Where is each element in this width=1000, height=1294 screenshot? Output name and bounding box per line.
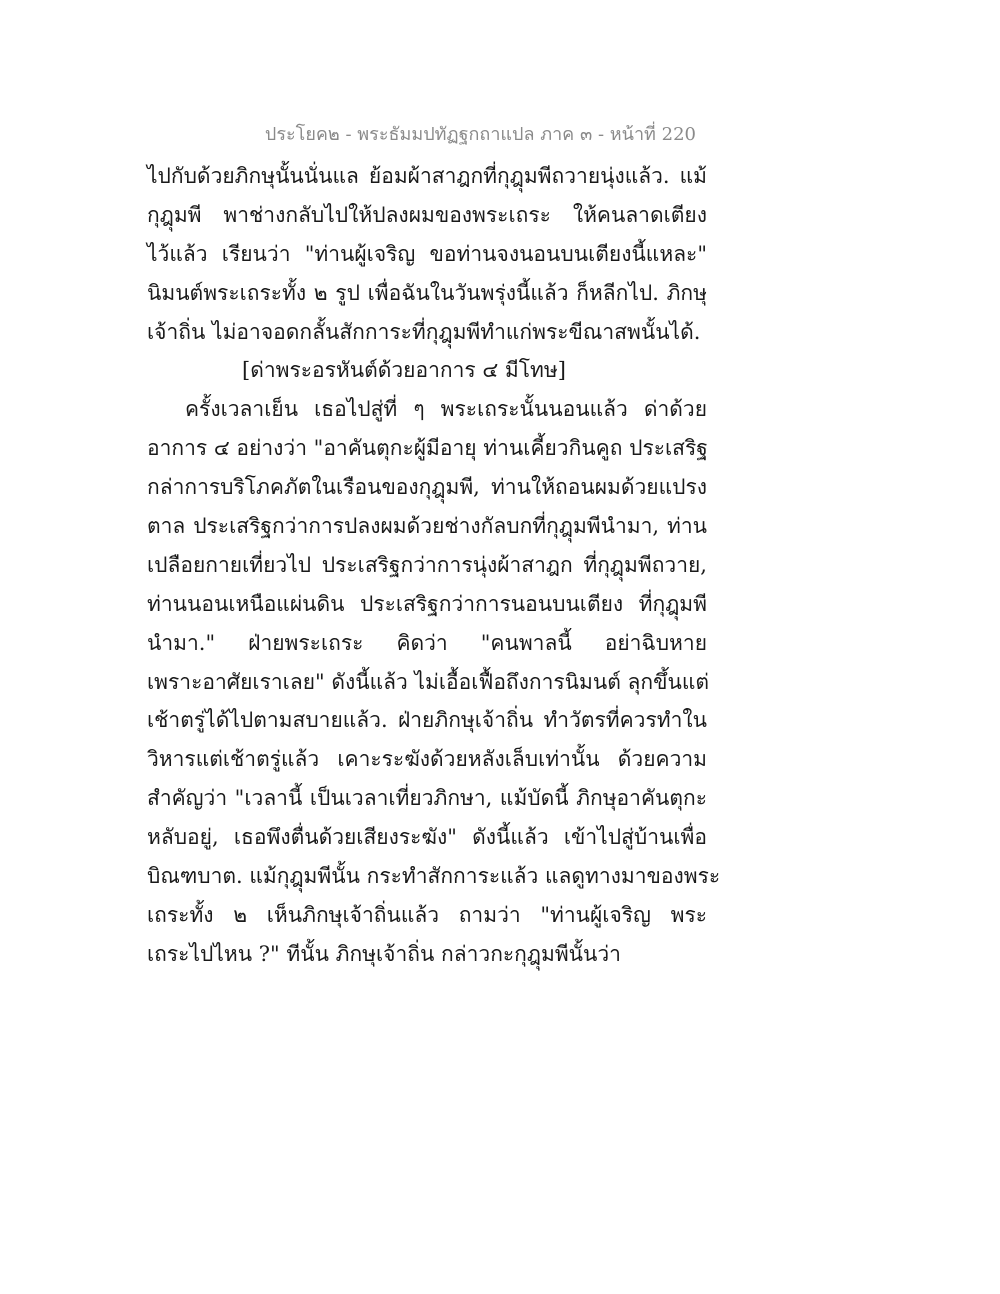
text-line: นำมา." ฝ่ายพระเถระ คิดว่า "คนพาลนี้ อย่าฉิบหาย [147, 630, 707, 655]
text-line: หลับอยู่, เธอพึงตื่นด้วยเสียงระฆัง" ดังนี้แล้ว เข้าไปสู่บ้านเพื่อ [147, 825, 707, 850]
running-header: ประโยค๒ - พระธัมมปทัฏฐกถาแปล ภาค ๓ - หน้าที่ 220 [264, 124, 696, 145]
text-line: อาการ ๔ อย่างว่า "อาคันตุกะผู้มีอายุ ท่านเคี้ยวกินคูถ ประเสริฐ [147, 436, 708, 461]
text-line: ไปกับด้วยภิกษุนั้นนั่นแล ย้อมผ้าสาฎกที่กุฎุมพีถวายนุ่งแล้ว. แม้ [147, 164, 707, 188]
text-line: เปลือยกายเที่ยวไป ประเสริฐกว่าการนุ่งผ้าสาฎก ที่กุฎุมพีถวาย, [147, 552, 707, 577]
text-line: ตาล ประเสริฐกว่าการปลงผมด้วยช่างกัลบกที่กุฎุมพีนำมา, ท่าน [147, 514, 707, 539]
text-line: วิหารแต่เช้าตรู่แล้ว เคาะระฆังด้วยหลังเล็บเท่านั้น ด้วยความ [147, 747, 707, 772]
body-text [147, 157, 721, 974]
text-line: เช้าตรู่ได้ไปตามสบายแล้ว. ฝ่ายภิกษุเจ้าถิ่น ทำวัตรที่ควรทำใน [147, 708, 707, 733]
text-line: กุฎุมพี พาช่างกลับไปให้ปลงผมของพระเถระ ให้คนลาดเตียง [147, 202, 707, 227]
text-line: กล่าการบริโภคภัตในเรือนของกุฎุมพี, ท่านให้ถอนผมด้วยแปรง [147, 475, 707, 500]
text-line: ท่านนอนเหนือแผ่นดิน ประเสริฐกว่าการนอนบนเตียง ที่กุฎุมพี [147, 591, 707, 616]
text-line: เถระไปไหน ?" ทีนั้น ภิกษุเจ้าถิ่น กล่าวกะกุฎุมพีนั้นว่า [147, 941, 621, 966]
text-line: สำคัญว่า "เวลานี้ เป็นเวลาเที่ยวภิกษา, แม้บัดนี้ ภิกษุอาคันตุกะ [147, 786, 707, 811]
text-line: เถระทั้ง ๒ เห็นภิกษุเจ้าถิ่นแล้ว ถามว่า "ท่านผู้เจริญ พระ [147, 902, 707, 927]
section-heading: [ด่าพระอรหันต์ด้วยอาการ ๔ มีโทษ] [242, 358, 566, 383]
text-line: บิณฑบาต. แม้กุฎุมพีนั้น กระทำสักการะแล้ว แลดูทางมาของพระ [147, 864, 721, 889]
text-line: เจ้าถิ่น ไม่อาจอดกลั้นสักการะที่กุฎุมพีทำแก่พระขีณาสพนั้นได้. [147, 319, 701, 344]
text-line: นิมนต์พระเถระทั้ง ๒ รูป เพื่อฉันในวันพรุ่งนี้แล้ว ก็หลีกไป. ภิกษุ [147, 280, 707, 305]
text-line: ครั้งเวลาเย็น เธอไปสู่ที่ ๆ พระเถระนั้นนอนแล้ว ด่าด้วย [185, 397, 707, 422]
text-line: ไว้แล้ว เรียนว่า "ท่านผู้เจริญ ขอท่านจงนอนบนเตียงนี้แหละ" [147, 241, 707, 266]
text-line: เพราะอาศัยเราเลย" ดังนี้แล้ว ไม่เอื้อเฟื้อถึงการนิมนต์ ลุกขึ้นแต่ [147, 669, 710, 694]
